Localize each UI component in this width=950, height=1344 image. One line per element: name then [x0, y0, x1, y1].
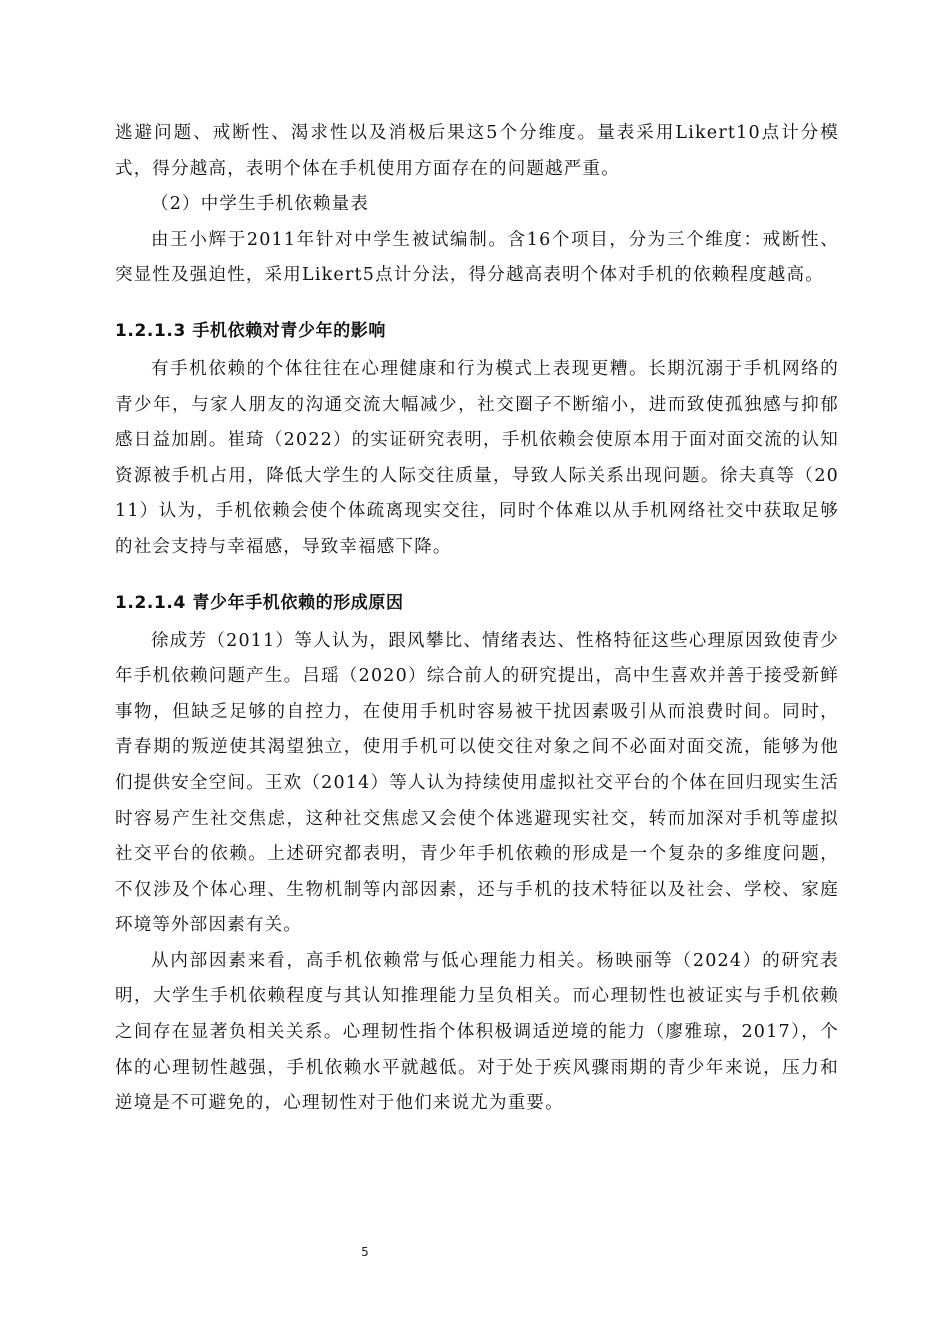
section-heading-causes: 1.2.1.4 青少年手机依赖的形成原因 [115, 592, 404, 613]
paragraph-internal-factors: 从内部因素来看，高手机依赖常与低心理能力相关。杨映丽等（2024）的研究表明，大学生手机依赖程度与其认知推理能力呈负相关。而心理韧性也被证实与手机依赖之间存在显著负相关关系。心理韧性指个体积极调适逆境的能力（廖雅琼，2017），个体的心理韧性越强，手机依赖水平就越低。对于处于疾风骤雨期的青少年来说，压力和逆境是不可避免的，心理韧性对于他们来说尤为重要。 [115, 950, 839, 1114]
paragraph-scale-title: （2）中学生手机依赖量表 [151, 194, 370, 215]
paragraph-scale-details: 由王小辉于2011年针对中学生被试编制。含16个项目，分为三个维度：戒断性、突显性及强迫性，采用Likert5点计分法，得分越高表明个体对手机的依赖程度越高。 [115, 229, 839, 286]
document-body [115, 116, 839, 1122]
paragraph-causes: 徐成芳（2011）等人认为，跟风攀比、情绪表达、性格特征这些心理原因致使青少年手机依赖问题产生。吕瑶（2020）综合前人的研究提出，高中生喜欢并善于接受新鲜事物，但缺乏足够的自控力，在使用手机时容易被干扰因素吸引从而浪费时间。同时，青春期的叛逆使其渴望独立，使用手机可以使交往对象之间不必面对面交流，能够为他们提供安全空间。王欢（2014）等人认为持续使用虚拟社交平台的个体在回归现实生活时容易产生社交焦虑，这种社交焦虑又会使个体逃避现实社交，转而加深对手机等虚拟社交平台的依赖。上述研究都表明，青少年手机依赖的形成是一个复杂的多维度问题，不仅涉及个体心理、生物机制等内部因素，还与手机的技术特征以及社会、学校、家庭环境等外部因素有关。 [115, 630, 839, 936]
page-number: 5 [361, 1245, 369, 1259]
paragraph-scale-description: 逃避问题、戒断性、渴求性以及消极后果这5个分维度。量表采用Likert10点计分模式，得分越高，表明个体在手机使用方面存在的问题越严重。 [115, 123, 839, 179]
paragraph-impact: 有手机依赖的个体往往在心理健康和行为模式上表现更糟。长期沉溺于手机网络的青少年，与家人朋友的沟通交流大幅减少，社交圈子不断缩小，进而致使孤独感与抑郁感日益加剧。崔琦（2022）的实证研究表明，手机依赖会使原本用于面对面交流的认知资源被手机占用，降低大学生的人际交往质量，导致人际关系出现问题。徐夫真等（2011）认为，手机依赖会使个体疏离现实交往，同时个体难以从手机网络社交中获取足够的社会支持与幸福感，导致幸福感下降。 [115, 358, 839, 557]
section-heading-impact: 1.2.1.3 手机依赖对青少年的影响 [115, 320, 387, 341]
